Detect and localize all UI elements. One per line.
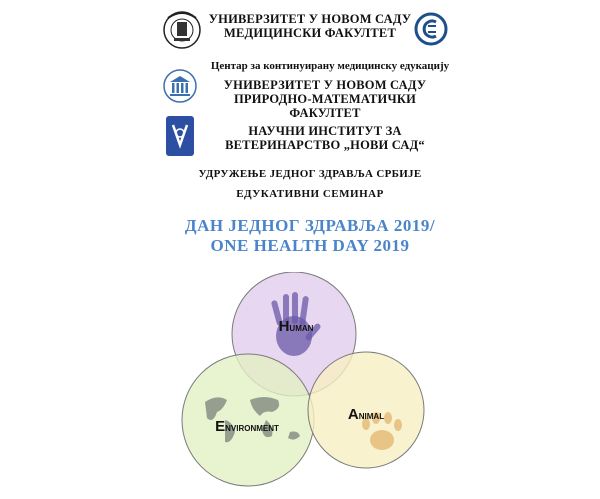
uns-medicine-heading — [205, 12, 415, 40]
one-health-venn-diagram — [170, 272, 460, 494]
veterinary-institute-logo-icon — [165, 115, 195, 157]
pmf-line-1: УНИВЕРЗИТЕТ У НОВОМ САДУ — [223, 78, 427, 92]
human-label: Human — [278, 318, 314, 335]
faculty-seal-icon — [162, 8, 202, 52]
cme-center-text: Центар за континуирану медицинску едукацију — [210, 60, 450, 72]
environment-label: Environment — [215, 418, 279, 435]
association-name: УДРУЖЕЊЕ ЈЕДНОГ ЗДРАВЉА СРБИЈЕ — [198, 168, 422, 180]
pmf-heading — [200, 78, 450, 120]
animal-label: Animal — [347, 406, 385, 423]
uns-line-1: УНИВЕРЗИТЕТ У НОВОМ САДУ — [208, 12, 412, 26]
vet-line-1: НАУЧНИ ИНСТИТУТ ЗА — [248, 124, 402, 138]
event-title-line-1: ДАН ЈЕДНОГ ЗДРАВЉА 2019/ — [184, 216, 436, 235]
uns-line-2: МЕДИЦИНСКИ ФАКУЛТЕТ — [223, 26, 396, 40]
event-title — [150, 216, 470, 256]
event-title-line-2: ONE HEALTH DAY 2019 — [210, 236, 410, 255]
vet-institute-heading — [210, 124, 440, 152]
pmf-line-2: ПРИРОДНО-МАТЕМАТИЧКИ ФАКУЛТЕТ — [233, 92, 417, 120]
cme-logo-icon — [414, 12, 448, 46]
seminar-label: ЕДУКАТИВНИ СЕМИНАР — [236, 188, 384, 200]
pmf-building-logo-icon — [162, 68, 198, 104]
vet-line-2: ВЕТЕРИНАРСТВО „НОВИ САД“ — [225, 138, 425, 152]
